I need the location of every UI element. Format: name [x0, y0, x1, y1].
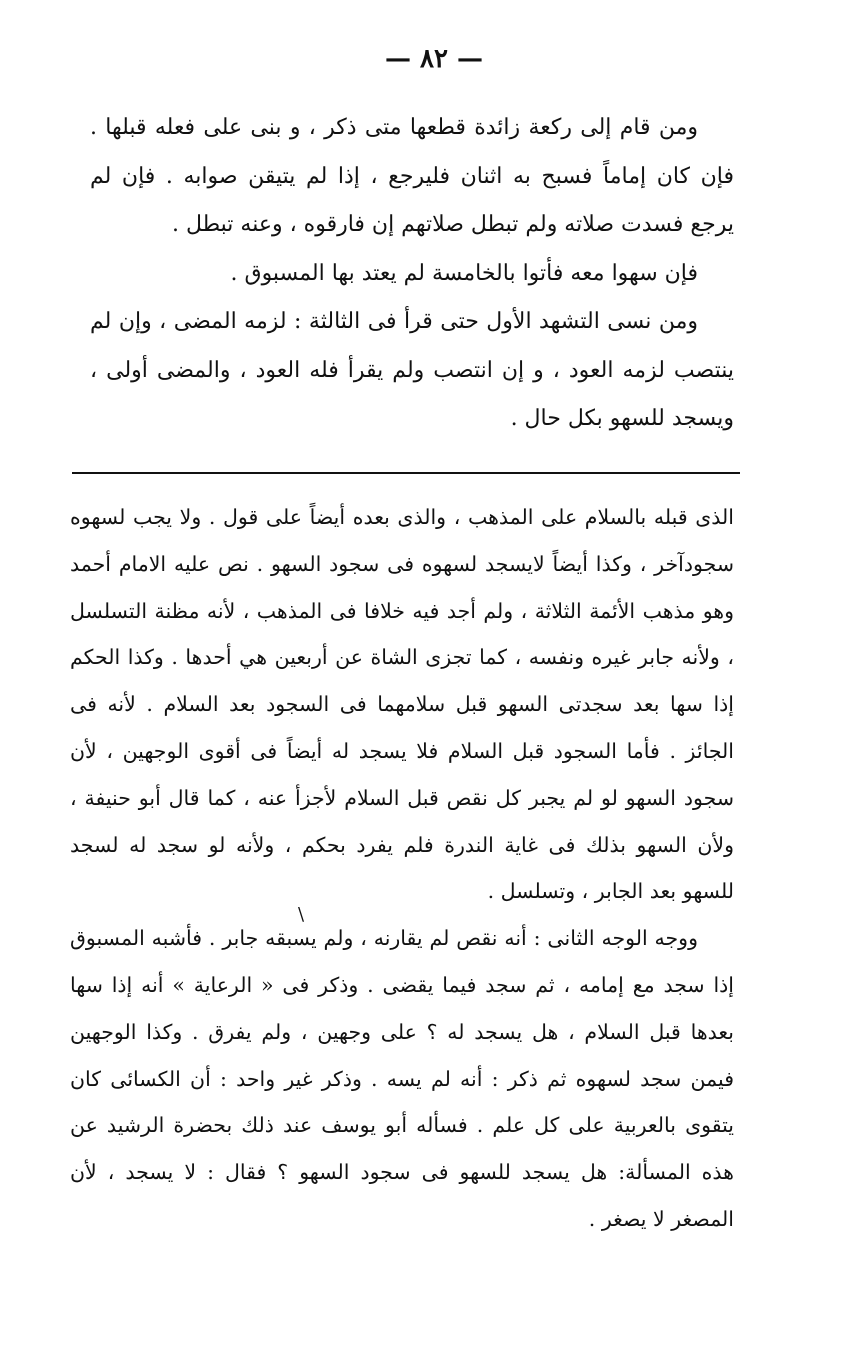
main-paragraph-3: ومن نسى التشهد الأول حتى قرأ فى الثالثة : لزمه المضى ، وإن لم ينتصب لزمه العود ، و إن انتصب ولم يقرأ فله العود ، والمضى أولى ، ويسجد للسهو بكل حال .: [90, 309, 734, 431]
main-paragraph-1: ومن قام إلى ركعة زائدة قطعها متى ذكر ، و بنى على فعله قبلها . فإن كان إماماً فسبح به اثنان فليرجع ، إذا لم يتيقن صوابه . فإن لم يرجع فسدت صلاته ولم تبطل صلاتهم إن فارقوه ، وعنه تبطل .: [90, 115, 734, 237]
main-text-body: [90, 104, 734, 444]
footnote-separator-line: [72, 472, 740, 474]
footnote-body: [70, 494, 734, 1243]
stray-pen-mark: \: [298, 904, 305, 925]
main-paragraph-2: فإن سهوا معه فأتوا بالخامسة لم يعتد بها المسبوق .: [230, 260, 698, 286]
footnote-paragraph-2: ووجه الوجه الثانى : أنه نقص لم يقارنه ، ولم يسبقه جابر . فأشبه المسبوق إذا سجد مع إمامه ، ثم سجد فيما يقضى . وذكر فى « الرعاية » أنه إذا سها بعدها قبل السلام ، هل يسجد له ؟ على وجهين ، ولم يفرق . وكذا الوجهين فيمن سجد لسهوه ثم ذكر : أنه لم يسه . وذكر غير واحد : أن الكسائى كان يتقوى بالعربية على كل علم . فسأله أبو يوسف عند ذلك بحضرة الرشيد عن هذه المسألة: هل يسجد للسهو فى سجود السهو ؟ فقال : لا يسجد ، لأن المصغر لا يصغر .: [70, 926, 734, 1231]
footnote-paragraph-1: الذى قبله بالسلام على المذهب ، والذى بعده أيضاً على قول . ولا يجب لسهوه سجودآخر ، وكذا أيضاً لايسجد لسهوه فى سجود السهو . نص عليه الامام أحمد وهو مذهب الأئمة الثلاثة ، ولم أجد فيه خلافا فى المذهب ، لأنه مظنة التسلسل ، ولأنه جابر غيره ونفسه ، كما تجزى الشاة عن أربعين هي أحدها . وكذا الحكم إذا سها بعد سجدتى السهو قبل سلامهما فى السجود بعد السلام . لأنه فى الجائز . فأما السجود قبل السلام فلا يسجد له أيضاً فى أقوى الوجهين ، لأن سجود السهو لو لم يجبر كل نقص قبل السلام لأجزأ عنه ، كما قال أبو حنيفة ، ولأن السهو بذلك فى غاية الندرة فلم يفرد بحكم ، ولأنه لو سجد له لسجد للسهو بعد الجابر ، وتسلسل .: [70, 505, 734, 904]
page-number: — ٨٢ —: [384, 44, 484, 74]
